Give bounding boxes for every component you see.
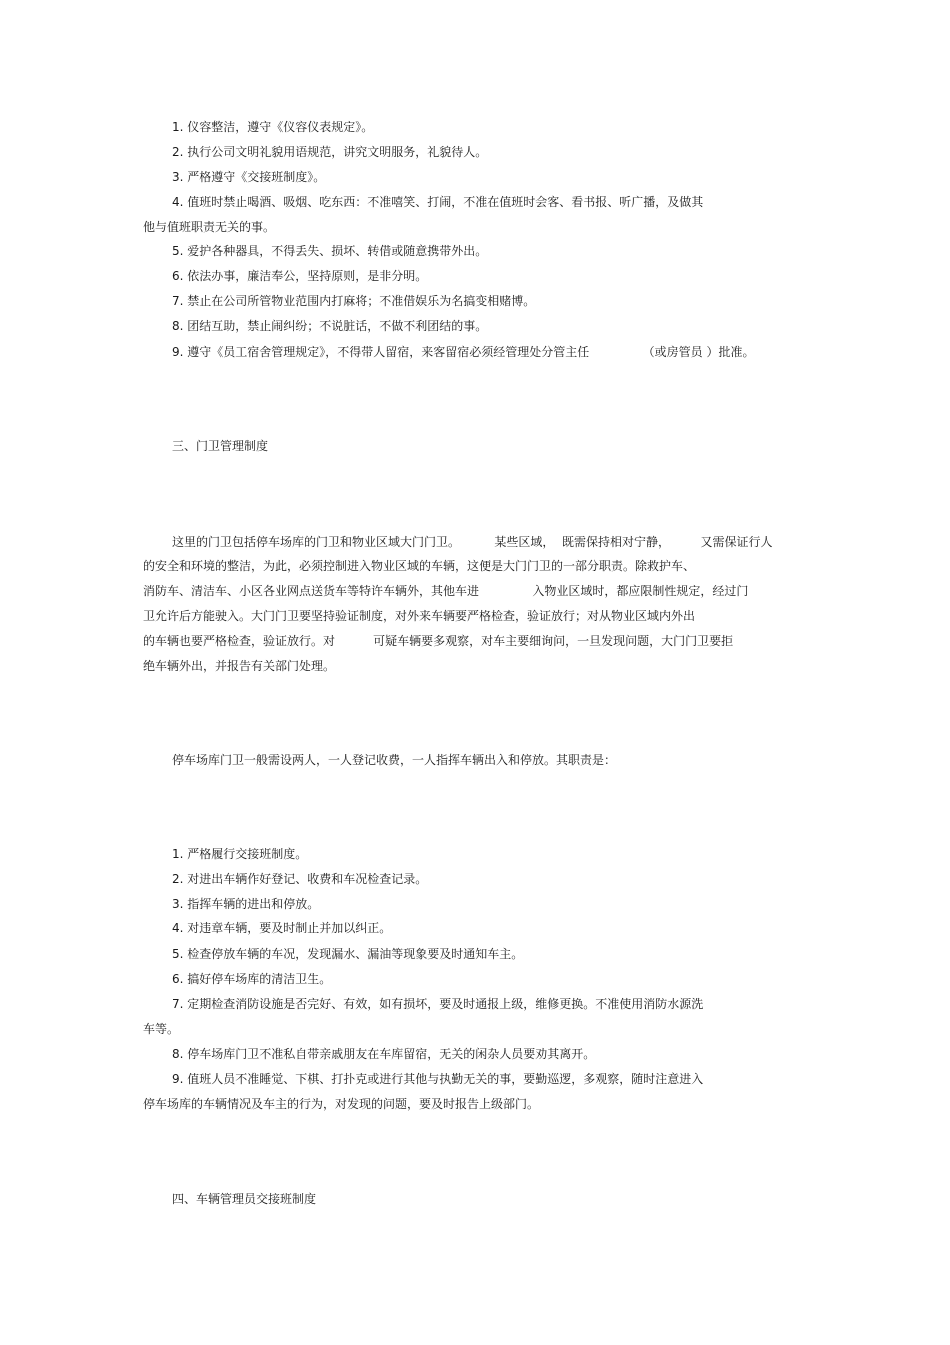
rule-item: 8. 团结互助，禁止闹纠纷；不说脏话，不做不利团结的事。 (172, 319, 488, 333)
duty-item: 2. 对进出车辆作好登记、收费和车况检查记录。 (172, 872, 428, 886)
duty-item: 8. 停车场库门卫不准私自带亲戚朋友在车库留宿，无关的闲杂人员要劝其离开。 (172, 1047, 596, 1061)
duty-item-continuation: 车等。 (143, 1022, 180, 1036)
section-heading: 四、车辆管理员交接班制度 (172, 1192, 317, 1206)
paragraph-line: 这里的门卫包括停车场库的门卫和物业区域大门门卫。 某些区域， 既需保持相对宁静， 又需保证行人 (172, 535, 773, 549)
duty-item-continuation: 停车场库的车辆情况及车主的行为，对发现的问题，要及时报告上级部门。 (143, 1097, 540, 1111)
duty-item: 1. 严格履行交接班制度。 (172, 847, 308, 861)
rule-item: 5. 爱护各种器具，不得丢失、损坏、转借或随意携带外出。 (172, 244, 488, 258)
duty-item: 6. 搞好停车场库的清洁卫生。 (172, 972, 332, 986)
paragraph-line: 绝车辆外出，并报告有关部门处理。 (143, 659, 336, 673)
paragraph-line: 的安全和环境的整洁，为此，必须控制进入物业区域的车辆，这便是大门门卫的一部分职责。除救护车、 (143, 559, 696, 573)
rule-item: 1. 仪容整洁，遵守《仪容仪表规定》。 (172, 120, 374, 134)
section-heading: 三、门卫管理制度 (172, 439, 269, 453)
rule-item: 6. 依法办事，廉洁奉公，坚持原则，是非分明。 (172, 269, 428, 283)
duty-item: 5. 检查停放车辆的车况，发现漏水、漏油等现象要及时通知车主。 (172, 947, 524, 961)
paragraph-line: 消防车、清洁车、小区各业网点送货车等特许车辆外，其他车进 入物业区域时，都应限制性规定，经过门 (143, 584, 749, 598)
rule-item: 7. 禁止在公司所管物业范围内打麻将；不准借娱乐为名搞变相赌博。 (172, 294, 536, 308)
rule-item: 4. 值班时禁止喝酒、吸烟、吃东西：不准嘻笑、打闹，不准在值班时会客、看书报、听广播，及做其 (172, 195, 704, 209)
parking-intro: 停车场库门卫一般需设两人，一人登记收费，一人指挥车辆出入和停放。其职责是： (172, 753, 617, 767)
duty-item: 3. 指挥车辆的进出和停放。 (172, 897, 320, 911)
paragraph-line: 的车辆也要严格检查，验证放行。对 可疑车辆要多观察，对车主要细询问，一旦发现问题，大门门卫要拒 (143, 634, 734, 648)
rule-item: 3. 严格遵守《交接班制度》。 (172, 170, 326, 184)
paragraph-line: 卫允许后方能驶入。大门门卫要坚持验证制度，对外来车辆要严格检查，验证放行；对从物业区域内外出 (143, 609, 696, 623)
duty-item: 7. 定期检查消防设施是否完好、有效，如有损坏，要及时通报上级，维修更换。不准使用消防水源洗 (172, 997, 704, 1011)
rule-item: 2. 执行公司文明礼貌用语规范，讲究文明服务，礼貌待人。 (172, 145, 488, 159)
rule-item-continuation: 他与值班职责无关的事。 (143, 220, 276, 234)
duty-item: 4. 对违章车辆，要及时制止并加以纠正。 (172, 921, 392, 935)
duty-item: 9. 值班人员不准睡觉、下棋、打扑克或进行其他与执勤无关的事，要勤巡逻，多观察，随时注意进入 (172, 1072, 704, 1086)
rule-item: 9. 遵守《员工宿舍管理规定》，不得带人留宿，来客留宿必须经管理处分管主任 （或房管员 ）批准。 (172, 345, 755, 359)
